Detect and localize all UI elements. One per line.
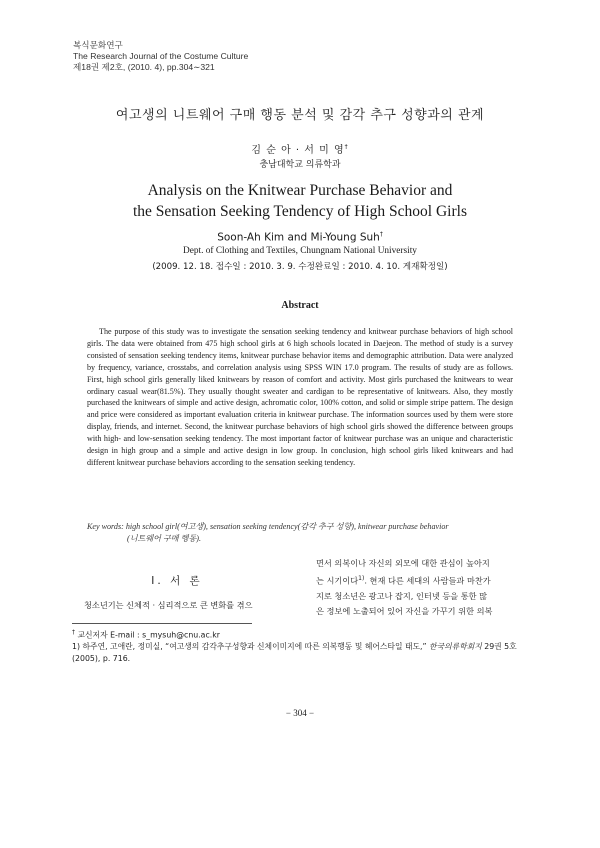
authors-korean (0, 141, 600, 156)
footnote2-journal: 한국의류학회지 (429, 642, 482, 651)
abstract-body: The purpose of this study was to investigate the sensation seeking tendency and knitwear purchase behaviors of high school girls. The data were obtained from 475 high school girls at 6 high schools located in Daejeon. The method of study is a survey consisted of sensation seeking tendency items, knitwear purchase behavior items and demographic attribution. Data were analyzed by frequency, variance, crosstabs, and correlation analysis using SPSS WIN 17.0 program. The results of study are as follows. First, high school girls generally liked knitwears by reason of comfort and activity. Most girls purchased the knitwears to wear ordinary casual wear(81.5%). They usually thought sweater and cardigan to be representative of knitwears. Also, they mostly purchased the knitwears of simple and active design, achromatic color, 100% cotton, and solid or simple stripe pattern. The design and price were considered as important evaluation criteria in knitwear purchase. The information sources used by them were store display, friends, and internet. Second, the knitwear purchase behaviors of high school girls showed the difference between groups with high- and low-sensation seeking tendency. The most important factor of knitwear purchase was an unique and characteristic design in high group and a simple and active design in low group. In conclusion, high school girls liked knitwears and had different knitwear purchase behaviors according to the sensation seeking tendency. (87, 327, 513, 467)
section-heading-introduction: Ⅰ. 서 론 (151, 575, 203, 587)
abstract-heading: Abstract (281, 300, 319, 311)
authors-english-names: Soon-Ah Kim and Mi-Young Suh (217, 231, 380, 244)
footnote1-text: 교신저자 E-mail : s_mysuh@cnu.ac.kr (77, 630, 220, 640)
body-right-line2b: . 현재 다른 세대의 사람들과 마찬가 (364, 575, 491, 586)
journal-header (73, 40, 248, 73)
footnote2-text-a: 하주연, 고애란, 정미실, “여고생의 감각추구성향과 신체이미지에 따른 의복행동 및 헤어스타일 태도,” (82, 642, 427, 651)
corresponding-mark-kr: † (344, 143, 349, 151)
title-english (0, 180, 600, 222)
authors-korean-names: 김 순 아 · 서 미 영 (251, 145, 345, 156)
affiliation-korean: 충남대학교 의류학과 (259, 160, 341, 170)
footnote2-number: 1) (72, 642, 81, 651)
title-korean: 여고생의 니트웨어 구매 행동 분석 및 감각 추구 성향과의 관계 (115, 108, 485, 123)
page-number: − 304 − (285, 708, 315, 718)
journal-name-en: The Research Journal of the Costume Culture (73, 51, 249, 61)
title-english-line1: Analysis on the Knitwear Purchase Behavior and (147, 182, 453, 199)
citation-ref-1: 1) (358, 575, 365, 582)
footnote1-mark: † (72, 629, 75, 636)
footnote2-text-b: 29권 5호 (2005), p. 716. (72, 642, 517, 663)
footnote-divider (72, 623, 252, 624)
journal-name-kr: 복식문화연구 (73, 40, 123, 50)
body-text-left: 청소년기는 신체적 · 심리적으로 큰 변화를 겪으 (84, 600, 253, 610)
footnote-reference-1 (72, 641, 532, 665)
corresponding-mark-en: † (379, 231, 383, 238)
body-text-right (316, 556, 528, 619)
affiliation-english: Dept. of Clothing and Textiles, Chungnam National University (183, 246, 417, 256)
submission-dates: (2009. 12. 18. 접수일 : 2010. 3. 9. 수정완료일 : 2010. 4. 10. 게재확정일) (152, 262, 448, 272)
authors-english (0, 231, 600, 244)
keywords-line2: (니트웨어 구매 행동). (127, 534, 202, 543)
keywords (87, 521, 517, 545)
body-right-line1: 면서 의복이나 자신의 외모에 대한 관심이 높아지 (316, 558, 490, 568)
title-english-line2: the Sensation Seeking Tendency of High School Girls (133, 203, 467, 220)
body-right-line2 (316, 571, 528, 589)
body-right-line3: 지로 청소년은 광고나 잡지, 인터넷 등을 통한 많 (316, 590, 488, 601)
body-right-line4: 은 정보에 노출되어 있어 자신을 가꾸기 위한 의복 (316, 605, 493, 616)
body-right-line2a: 는 시기이다 (316, 575, 359, 586)
journal-volume: 제18권 제2호, (2010. 4), pp.304∼321 (73, 62, 215, 72)
footnote-corresponding (72, 629, 220, 641)
keywords-line1: Key words: high school girl(여고생), sensation seeking tendency(감각 추구 성향), knitwear purchase behavior (87, 522, 449, 531)
